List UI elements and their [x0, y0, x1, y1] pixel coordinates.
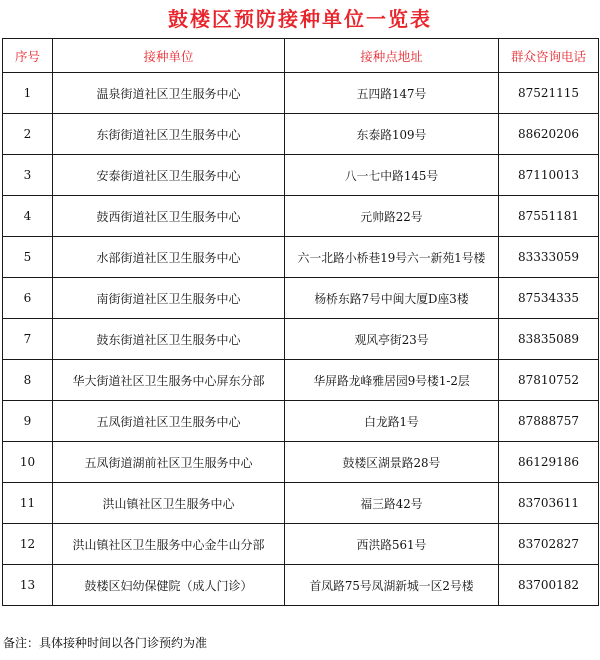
- cell-unit: 五凤街道湖前社区卫生服务中心: [53, 442, 285, 483]
- cell-address: 观风亭街23号: [285, 319, 499, 360]
- header-unit: 接种单位: [53, 39, 285, 73]
- cell-phone: 83702827: [499, 524, 599, 565]
- cell-phone: 87551181: [499, 196, 599, 237]
- cell-phone: 87534335: [499, 278, 599, 319]
- cell-unit: 东街街道社区卫生服务中心: [53, 114, 285, 155]
- cell-phone: 87810752: [499, 360, 599, 401]
- footnote: 备注：具体接种时间以各门诊预约为准: [3, 636, 208, 650]
- header-address: 接种点地址: [285, 39, 499, 73]
- cell-address: 首凤路75号凤湖新城一区2号楼: [285, 565, 499, 606]
- cell-index: 1: [3, 73, 53, 114]
- cell-index: 13: [3, 565, 53, 606]
- table-row: [3, 278, 599, 319]
- header-phone: 群众咨询电话: [499, 39, 599, 73]
- table-body: [3, 73, 599, 606]
- vaccination-units-table: [2, 38, 599, 606]
- cell-phone: 87521115: [499, 73, 599, 114]
- cell-index: 7: [3, 319, 53, 360]
- page-title: 鼓楼区预防接种单位一览表: [168, 7, 432, 31]
- table-row: [3, 114, 599, 155]
- cell-address: 六一北路小桥巷19号六一新苑1号楼: [285, 237, 499, 278]
- cell-address: 福三路42号: [285, 483, 499, 524]
- cell-phone: 83333059: [499, 237, 599, 278]
- header-index: 序号: [3, 39, 53, 73]
- cell-index: 3: [3, 155, 53, 196]
- table-header-row: [3, 39, 599, 73]
- cell-phone: 87110013: [499, 155, 599, 196]
- table-row: [3, 401, 599, 442]
- table-row: [3, 483, 599, 524]
- cell-index: 12: [3, 524, 53, 565]
- cell-phone: 86129186: [499, 442, 599, 483]
- cell-index: 9: [3, 401, 53, 442]
- cell-unit: 南街街道社区卫生服务中心: [53, 278, 285, 319]
- cell-address: 元帅路22号: [285, 196, 499, 237]
- cell-index: 2: [3, 114, 53, 155]
- cell-unit: 洪山镇社区卫生服务中心金牛山分部: [53, 524, 285, 565]
- cell-phone: 87888757: [499, 401, 599, 442]
- table-row: [3, 442, 599, 483]
- cell-address: 八一七中路145号: [285, 155, 499, 196]
- cell-address: 五四路147号: [285, 73, 499, 114]
- cell-address: 西洪路561号: [285, 524, 499, 565]
- cell-address: 华屏路龙峰雅居园9号楼1-2层: [285, 360, 499, 401]
- cell-unit: 鼓西街道社区卫生服务中心: [53, 196, 285, 237]
- table-row: [3, 237, 599, 278]
- table-row: [3, 565, 599, 606]
- cell-unit: 水部街道社区卫生服务中心: [53, 237, 285, 278]
- cell-address: 杨桥东路7号中闽大厦D座3楼: [285, 278, 499, 319]
- cell-address: 东泰路109号: [285, 114, 499, 155]
- table-row: [3, 73, 599, 114]
- cell-index: 4: [3, 196, 53, 237]
- cell-unit: 温泉街道社区卫生服务中心: [53, 73, 285, 114]
- cell-index: 5: [3, 237, 53, 278]
- cell-phone: 83700182: [499, 565, 599, 606]
- cell-unit: 鼓楼区妇幼保健院（成人门诊）: [53, 565, 285, 606]
- table-row: [3, 524, 599, 565]
- cell-unit: 安泰街道社区卫生服务中心: [53, 155, 285, 196]
- cell-unit: 五凤街道社区卫生服务中心: [53, 401, 285, 442]
- table-row: [3, 360, 599, 401]
- cell-index: 10: [3, 442, 53, 483]
- cell-phone: 88620206: [499, 114, 599, 155]
- cell-index: 11: [3, 483, 53, 524]
- table-row: [3, 155, 599, 196]
- cell-index: 6: [3, 278, 53, 319]
- cell-unit: 鼓东街道社区卫生服务中心: [53, 319, 285, 360]
- table-row: [3, 319, 599, 360]
- cell-index: 8: [3, 360, 53, 401]
- cell-phone: 83703611: [499, 483, 599, 524]
- cell-address: 鼓楼区湖景路28号: [285, 442, 499, 483]
- cell-unit: 洪山镇社区卫生服务中心: [53, 483, 285, 524]
- table-row: [3, 196, 599, 237]
- cell-address: 白龙路1号: [285, 401, 499, 442]
- cell-phone: 83835089: [499, 319, 599, 360]
- cell-unit: 华大街道社区卫生服务中心屏东分部: [53, 360, 285, 401]
